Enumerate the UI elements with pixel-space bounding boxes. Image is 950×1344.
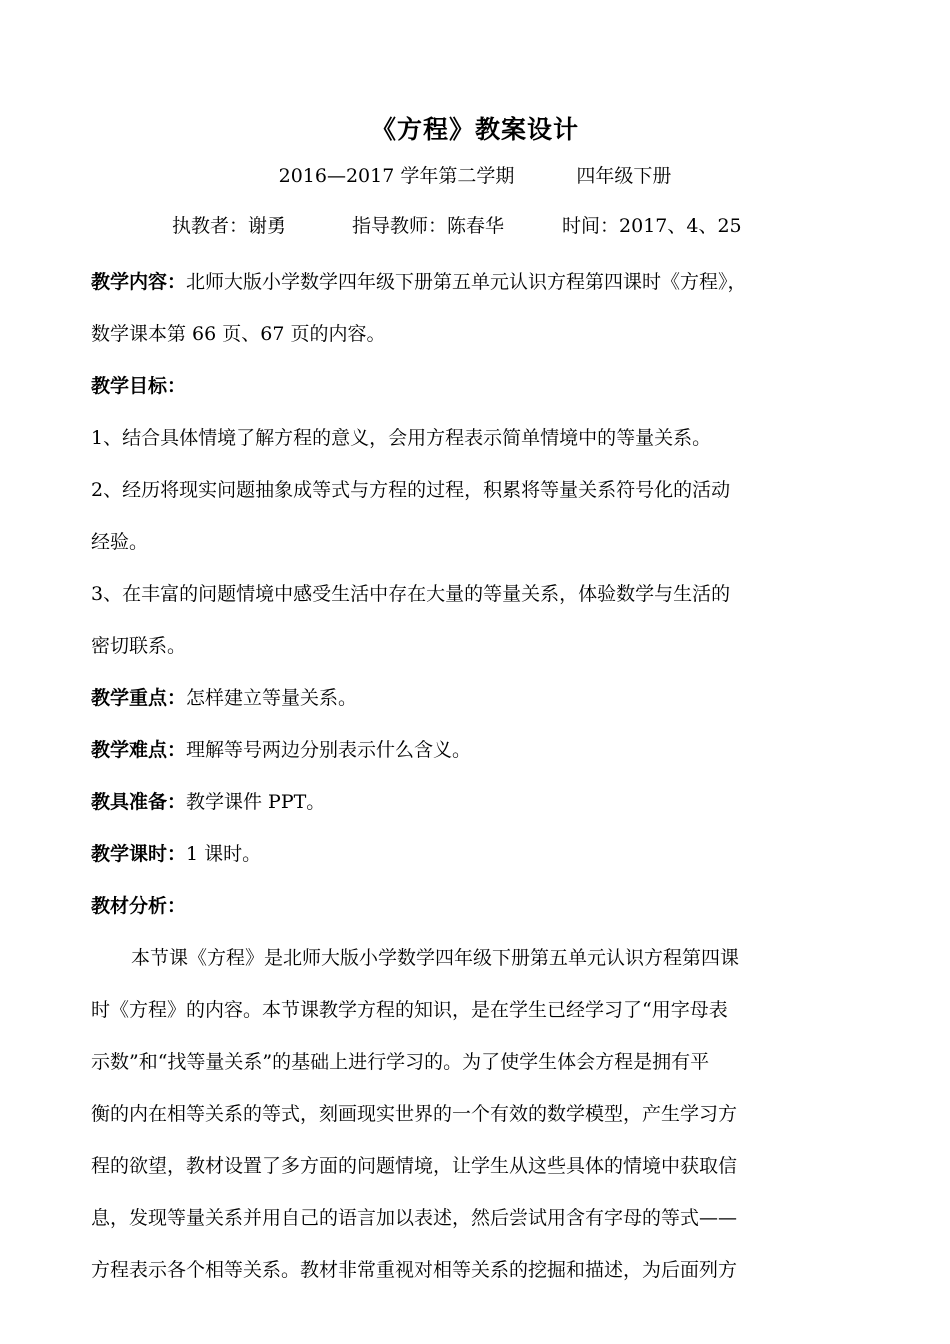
document-meta [172,211,742,238]
content-label: 教学内容： [91,271,187,293]
document-body [91,256,875,1296]
goals-heading [91,360,875,412]
document-subtitle [0,161,950,188]
analysis-line-3: 示数”和“找等量关系”的基础上进行学习的。为了使学生体会方程是拥有平 [91,1051,710,1073]
content-line-1 [91,256,875,308]
goal-line-4: 3、在丰富的问题情境中感受生活中存在大量的等量关系，体验数学与生活的 [91,583,731,605]
analysis-heading [91,880,875,932]
analysis-line-7: 方程表示各个相等关系。教材非常重视对相等关系的挖掘和描述，为后面列方 [91,1259,738,1281]
hours-line [91,828,875,880]
grade-text: 四年级下册 [576,165,672,187]
analysis-line-6: 息，发现等量关系并用自己的语言加以表述，然后尝试用含有字母的等式—— [91,1207,738,1229]
analysis-line-2: 时《方程》的内容。本节课教学方程的知识，是在学生已经学习了“用字母表 [91,999,728,1021]
content-text-1: 北师大版小学数学四年级下册第五单元认识方程第四课时《方程》， [186,271,747,293]
goal-line-3: 经验。 [91,531,149,553]
key-point-line [91,672,875,724]
analysis-line-4: 衡的内在相等关系的等式，刻画现实世界的一个有效的数学模型，产生学习方 [91,1103,738,1125]
key-point-text: 怎样建立等量关系。 [186,687,358,709]
difficulty-label: 教学难点： [91,739,187,761]
tools-text: 教学课件 PPT。 [186,791,326,813]
goals-label: 教学目标： [91,375,187,397]
time-text: 时间：2017、4、25 [562,215,742,237]
goal-line-5: 密切联系。 [91,635,187,657]
analysis-line-1: 本节课《方程》是北师大版小学数学四年级下册第五单元认识方程第四课 [131,947,740,969]
tools-line [91,776,875,828]
hours-label: 教学课时： [91,843,187,865]
difficulty-text: 理解等号两边分别表示什么含义。 [186,739,472,761]
difficulty-line [91,724,875,776]
goal-line-2: 2、经历将现实问题抽象成等式与方程的过程，积累将等量关系符号化的活动 [91,479,731,501]
teacher-text: 执教者：谢勇 [172,215,287,237]
goal-line-1: 1、结合具体情境了解方程的意义，会用方程表示简单情境中的等量关系。 [91,427,712,449]
content-line-2: 数学课本第 66 页、67 页的内容。 [91,323,386,345]
analysis-line-5: 程的欲望，教材设置了多方面的问题情境，让学生从这些具体的情境中获取信 [91,1155,738,1177]
advisor-text: 指导教师：陈春华 [352,215,505,237]
tools-label: 教具准备： [91,791,187,813]
hours-text: 1 课时。 [186,843,262,865]
analysis-label: 教材分析： [91,895,187,917]
document-title: 《方程》教案设计 [370,115,579,144]
key-point-label: 教学重点： [91,687,187,709]
term-text: 2016—2017 学年第二学期 [278,165,515,187]
